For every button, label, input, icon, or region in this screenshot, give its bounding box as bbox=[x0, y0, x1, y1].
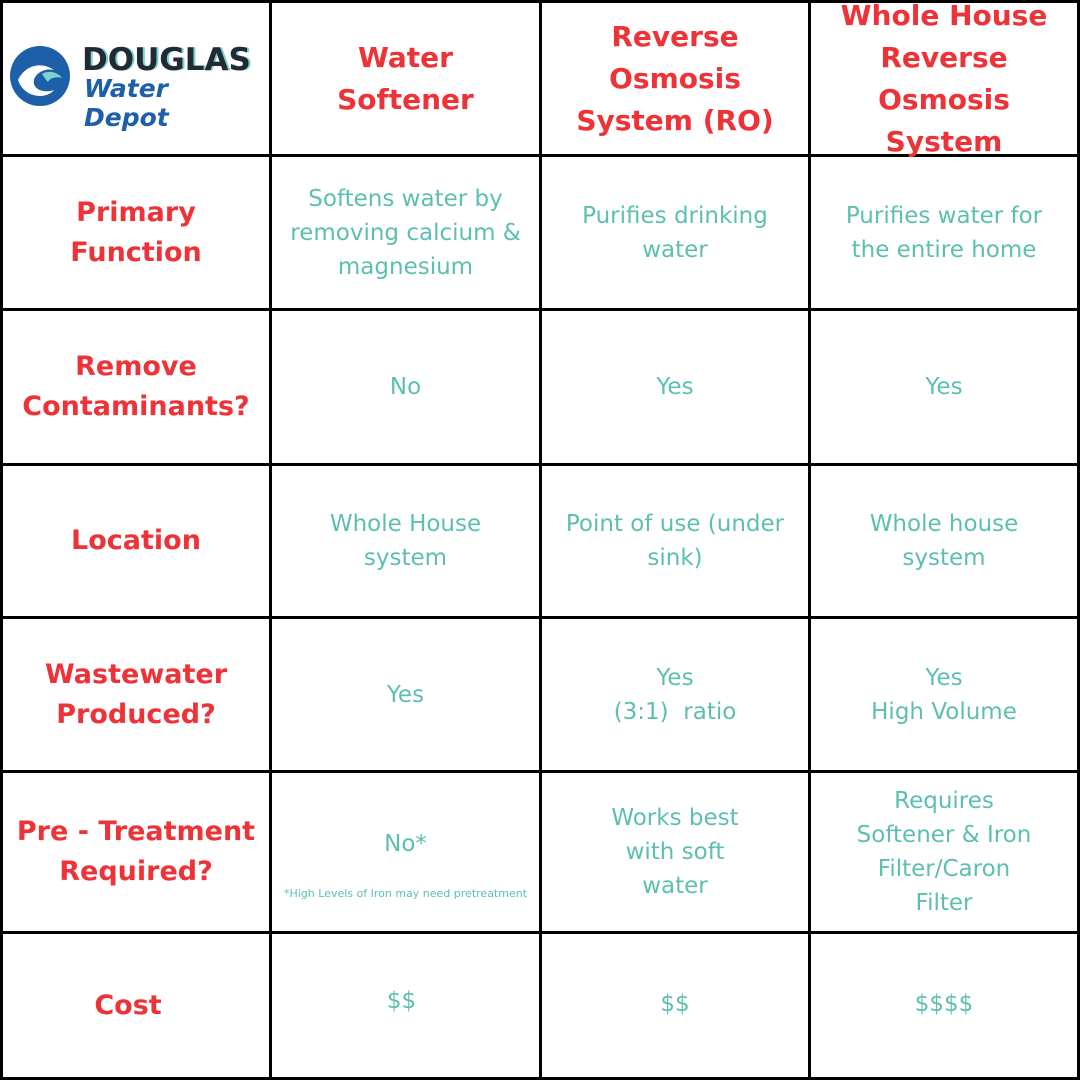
table-cell bbox=[272, 773, 539, 931]
row-label-line: Wastewater bbox=[44, 658, 228, 690]
water-drop-logo-icon bbox=[8, 44, 72, 108]
column-header-water-softener bbox=[272, 3, 539, 154]
table-cell bbox=[542, 157, 808, 308]
table-cell bbox=[272, 934, 531, 1068]
header-line: Water bbox=[358, 40, 453, 74]
brand-name-top: DOUGLAS bbox=[82, 42, 251, 78]
cell-line: water bbox=[642, 873, 708, 899]
cell-line: Requires bbox=[894, 788, 994, 814]
row-label-line: Function bbox=[70, 236, 202, 268]
row-label-cost bbox=[3, 934, 253, 1077]
cell-line: Filter/Caron bbox=[877, 856, 1011, 882]
row-label-line: Cost bbox=[94, 989, 162, 1021]
row-label-line: Produced? bbox=[56, 698, 216, 730]
cell-line: Point of use (under bbox=[565, 511, 785, 537]
brand-logo bbox=[8, 40, 258, 132]
table-cell bbox=[272, 311, 539, 463]
table-cell bbox=[811, 934, 1077, 1074]
table-cell bbox=[811, 157, 1077, 308]
header-line: Softener bbox=[337, 82, 474, 116]
table-cell bbox=[272, 619, 539, 770]
cell-line: Yes bbox=[925, 664, 963, 691]
cell-line: system bbox=[902, 545, 986, 571]
cell-line: system bbox=[363, 545, 448, 571]
row-label-line: Primary bbox=[76, 196, 196, 228]
table-cell bbox=[811, 619, 1077, 770]
header-line: System (RO) bbox=[576, 103, 774, 137]
cell-line: $$ bbox=[386, 988, 417, 1014]
cell-line: Purifies water for bbox=[845, 202, 1043, 229]
cell-line: Whole House bbox=[329, 511, 482, 537]
cell-line: No* bbox=[384, 831, 427, 857]
row-label-line: Contaminants? bbox=[22, 391, 250, 422]
row-label-line: Remove bbox=[75, 351, 197, 382]
row-label-primary-function bbox=[3, 157, 269, 308]
cell-line: Works best bbox=[611, 805, 739, 831]
table-cell bbox=[542, 619, 808, 770]
column-header-reverse-osmosis bbox=[542, 3, 808, 154]
row-label-wastewater bbox=[3, 619, 269, 770]
header-line: System bbox=[885, 124, 1003, 158]
cell-line: (3:1) ratio bbox=[613, 698, 737, 725]
footnote: *High Levels of Iron may need pretreatment bbox=[283, 887, 528, 900]
table-cell bbox=[272, 157, 539, 308]
table-cell bbox=[811, 466, 1077, 616]
row-label-line: Pre - Treatment bbox=[16, 816, 256, 847]
brand-name-bottom: Water Depot bbox=[84, 74, 169, 132]
table-cell bbox=[542, 466, 808, 616]
header-line: Whole House bbox=[840, 0, 1048, 32]
cell-line: water bbox=[642, 236, 708, 263]
cell-line: $$$$ bbox=[914, 991, 974, 1017]
header-line: Reverse Osmosis bbox=[878, 40, 1010, 116]
cell-line: with soft bbox=[625, 839, 725, 865]
row-label-location bbox=[3, 466, 269, 616]
row-label-line: Required? bbox=[59, 856, 213, 887]
table-cell bbox=[272, 466, 539, 616]
cell-line: Yes bbox=[656, 664, 694, 691]
cell-line: Softens water by bbox=[308, 185, 503, 212]
cell-line: Purifies drinking bbox=[582, 202, 768, 229]
cell-line: Filter bbox=[915, 890, 973, 916]
column-header-whole-house-ro bbox=[811, 0, 1077, 158]
cell-line: Softener & Iron bbox=[856, 822, 1032, 848]
cell-line: Whole house bbox=[869, 511, 1019, 537]
table-cell bbox=[542, 311, 808, 463]
cell-line: $$ bbox=[660, 991, 690, 1017]
table-cell bbox=[811, 773, 1077, 931]
cell-line: removing calcium & bbox=[290, 219, 521, 246]
cell-line: sink) bbox=[647, 545, 703, 571]
cell-line: High Volume bbox=[871, 698, 1017, 725]
table-cell bbox=[542, 934, 808, 1074]
row-label-remove-contaminants bbox=[3, 311, 269, 463]
table-cell bbox=[811, 311, 1077, 463]
cell-line: magnesium bbox=[337, 253, 474, 280]
cell-line: Yes bbox=[925, 374, 963, 400]
row-label-line: Location bbox=[71, 525, 201, 556]
cell-line: No bbox=[389, 374, 422, 400]
header-line: Reverse Osmosis bbox=[609, 19, 741, 95]
cell-line: the entire home bbox=[851, 236, 1037, 263]
table-cell bbox=[542, 773, 808, 931]
row-label-pre-treatment bbox=[3, 773, 269, 931]
cell-line: Yes bbox=[386, 681, 425, 708]
cell-line: Yes bbox=[656, 374, 694, 400]
